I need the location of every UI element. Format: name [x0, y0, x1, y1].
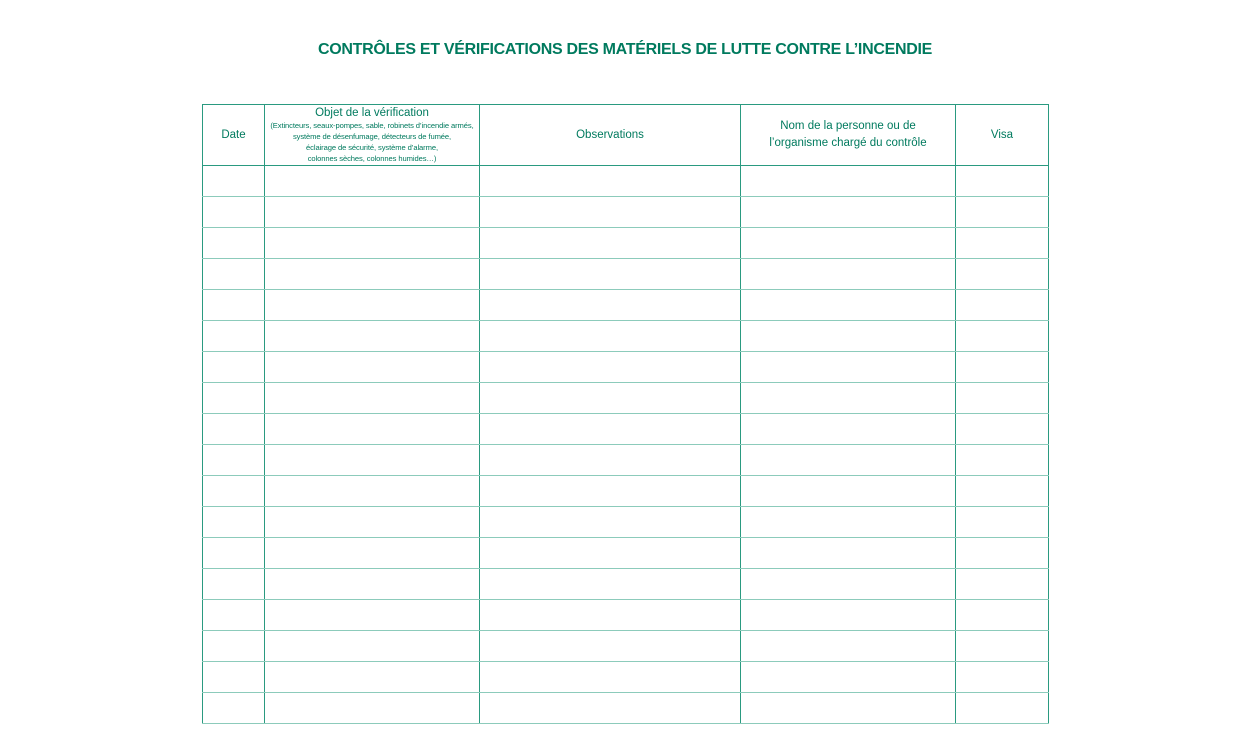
cell-objet[interactable] — [265, 290, 480, 321]
cell-objet[interactable] — [265, 197, 480, 228]
nom-header-line: l’organisme chargé du contrôle — [769, 137, 927, 149]
cell-observations[interactable] — [480, 693, 741, 724]
cell-visa[interactable] — [956, 414, 1049, 445]
cell-visa[interactable] — [956, 600, 1049, 631]
cell-observations[interactable] — [480, 538, 741, 569]
cell-date[interactable] — [203, 631, 265, 662]
cell-observations[interactable] — [480, 197, 741, 228]
cell-date[interactable] — [203, 693, 265, 724]
cell-date[interactable] — [203, 600, 265, 631]
cell-observations[interactable] — [480, 290, 741, 321]
cell-visa[interactable] — [956, 662, 1049, 693]
cell-date[interactable] — [203, 197, 265, 228]
cell-nom[interactable] — [741, 445, 956, 476]
cell-objet[interactable] — [265, 321, 480, 352]
cell-observations[interactable] — [480, 476, 741, 507]
cell-visa[interactable] — [956, 693, 1049, 724]
cell-nom[interactable] — [741, 538, 956, 569]
table-row — [203, 631, 1049, 662]
objet-detail-line: colonnes sèches, colonnes humides…) — [307, 153, 437, 163]
cell-objet[interactable] — [265, 166, 480, 197]
objet-detail-line: éclairage de sécurité, système d’alarme, — [306, 142, 438, 152]
cell-visa[interactable] — [956, 476, 1049, 507]
cell-nom[interactable] — [741, 166, 956, 197]
table-row — [203, 414, 1049, 445]
cell-visa[interactable] — [956, 259, 1049, 290]
column-header-visa: Visa — [956, 105, 1049, 166]
table-row — [203, 259, 1049, 290]
cell-date[interactable] — [203, 228, 265, 259]
cell-date[interactable] — [203, 259, 265, 290]
table-row — [203, 383, 1049, 414]
cell-date[interactable] — [203, 414, 265, 445]
cell-visa[interactable] — [956, 321, 1049, 352]
cell-date[interactable] — [203, 538, 265, 569]
cell-objet[interactable] — [265, 600, 480, 631]
cell-nom[interactable] — [741, 290, 956, 321]
cell-observations[interactable] — [480, 569, 741, 600]
cell-date[interactable] — [203, 662, 265, 693]
table-row — [203, 445, 1049, 476]
table-row — [203, 662, 1049, 693]
cell-date[interactable] — [203, 476, 265, 507]
table-row — [203, 228, 1049, 259]
column-header-observations: Observations — [480, 105, 741, 166]
cell-visa[interactable] — [956, 166, 1049, 197]
cell-objet[interactable] — [265, 352, 480, 383]
cell-nom[interactable] — [741, 569, 956, 600]
cell-nom[interactable] — [741, 383, 956, 414]
cell-date[interactable] — [203, 166, 265, 197]
table-row — [203, 569, 1049, 600]
column-header-date: Date — [203, 105, 265, 166]
table-row — [203, 197, 1049, 228]
cell-objet[interactable] — [265, 538, 480, 569]
cell-observations[interactable] — [480, 414, 741, 445]
cell-nom[interactable] — [741, 631, 956, 662]
cell-date[interactable] — [203, 445, 265, 476]
cell-nom[interactable] — [741, 352, 956, 383]
nom-header-line: Nom de la personne ou de — [780, 120, 916, 132]
cell-date[interactable] — [203, 352, 265, 383]
objet-detail-line: (Extincteurs, seaux-pompes, sable, robinets d’incendie armés, — [270, 120, 474, 130]
table-row — [203, 166, 1049, 197]
cell-date[interactable] — [203, 290, 265, 321]
table-row — [203, 600, 1049, 631]
cell-visa[interactable] — [956, 352, 1049, 383]
cell-observations[interactable] — [480, 383, 741, 414]
cell-observations[interactable] — [480, 166, 741, 197]
cell-objet[interactable] — [265, 476, 480, 507]
cell-objet[interactable] — [265, 383, 480, 414]
cell-date[interactable] — [203, 507, 265, 538]
table-row — [203, 476, 1049, 507]
cell-nom[interactable] — [741, 693, 956, 724]
cell-nom[interactable] — [741, 662, 956, 693]
table-row — [203, 321, 1049, 352]
cell-objet[interactable] — [265, 228, 480, 259]
cell-objet[interactable] — [265, 507, 480, 538]
cell-objet[interactable] — [265, 693, 480, 724]
cell-nom[interactable] — [741, 414, 956, 445]
cell-objet[interactable] — [265, 259, 480, 290]
cell-visa[interactable] — [956, 569, 1049, 600]
cell-visa[interactable] — [956, 631, 1049, 662]
cell-visa[interactable] — [956, 507, 1049, 538]
cell-objet[interactable] — [265, 631, 480, 662]
cell-nom[interactable] — [741, 228, 956, 259]
header-row — [203, 105, 1049, 166]
table-row — [203, 538, 1049, 569]
cell-visa[interactable] — [956, 538, 1049, 569]
cell-visa[interactable] — [956, 197, 1049, 228]
cell-observations[interactable] — [480, 352, 741, 383]
cell-visa[interactable] — [956, 383, 1049, 414]
cell-date[interactable] — [203, 569, 265, 600]
cell-observations[interactable] — [480, 662, 741, 693]
cell-nom[interactable] — [741, 507, 956, 538]
cell-observations[interactable] — [480, 321, 741, 352]
cell-date[interactable] — [203, 321, 265, 352]
column-header-objet — [265, 105, 480, 166]
cell-visa[interactable] — [956, 290, 1049, 321]
cell-nom[interactable] — [741, 600, 956, 631]
cell-objet[interactable] — [265, 569, 480, 600]
verification-register-table — [202, 104, 1049, 724]
cell-observations[interactable] — [480, 259, 741, 290]
cell-nom[interactable] — [741, 259, 956, 290]
objet-detail-line: système de désenfumage, détecteurs de fumée, — [292, 131, 452, 141]
cell-objet[interactable] — [265, 445, 480, 476]
page-title: CONTRÔLES ET VÉRIFICATIONS DES MATÉRIELS DE LUTTE CONTRE L’INCENDIE — [317, 41, 932, 58]
cell-date[interactable] — [203, 383, 265, 414]
cell-observations[interactable] — [480, 631, 741, 662]
objet-header-label: Objet de la vérification — [315, 106, 429, 119]
cell-nom[interactable] — [741, 476, 956, 507]
table-row — [203, 507, 1049, 538]
cell-nom[interactable] — [741, 197, 956, 228]
cell-visa[interactable] — [956, 445, 1049, 476]
table-row — [203, 693, 1049, 724]
register-body — [203, 166, 1049, 724]
cell-observations[interactable] — [480, 445, 741, 476]
table-row — [203, 352, 1049, 383]
cell-nom[interactable] — [741, 321, 956, 352]
cell-observations[interactable] — [480, 228, 741, 259]
cell-observations[interactable] — [480, 507, 741, 538]
column-header-nom — [741, 105, 956, 166]
cell-objet[interactable] — [265, 414, 480, 445]
table-row — [203, 290, 1049, 321]
cell-objet[interactable] — [265, 662, 480, 693]
cell-observations[interactable] — [480, 600, 741, 631]
cell-visa[interactable] — [956, 228, 1049, 259]
